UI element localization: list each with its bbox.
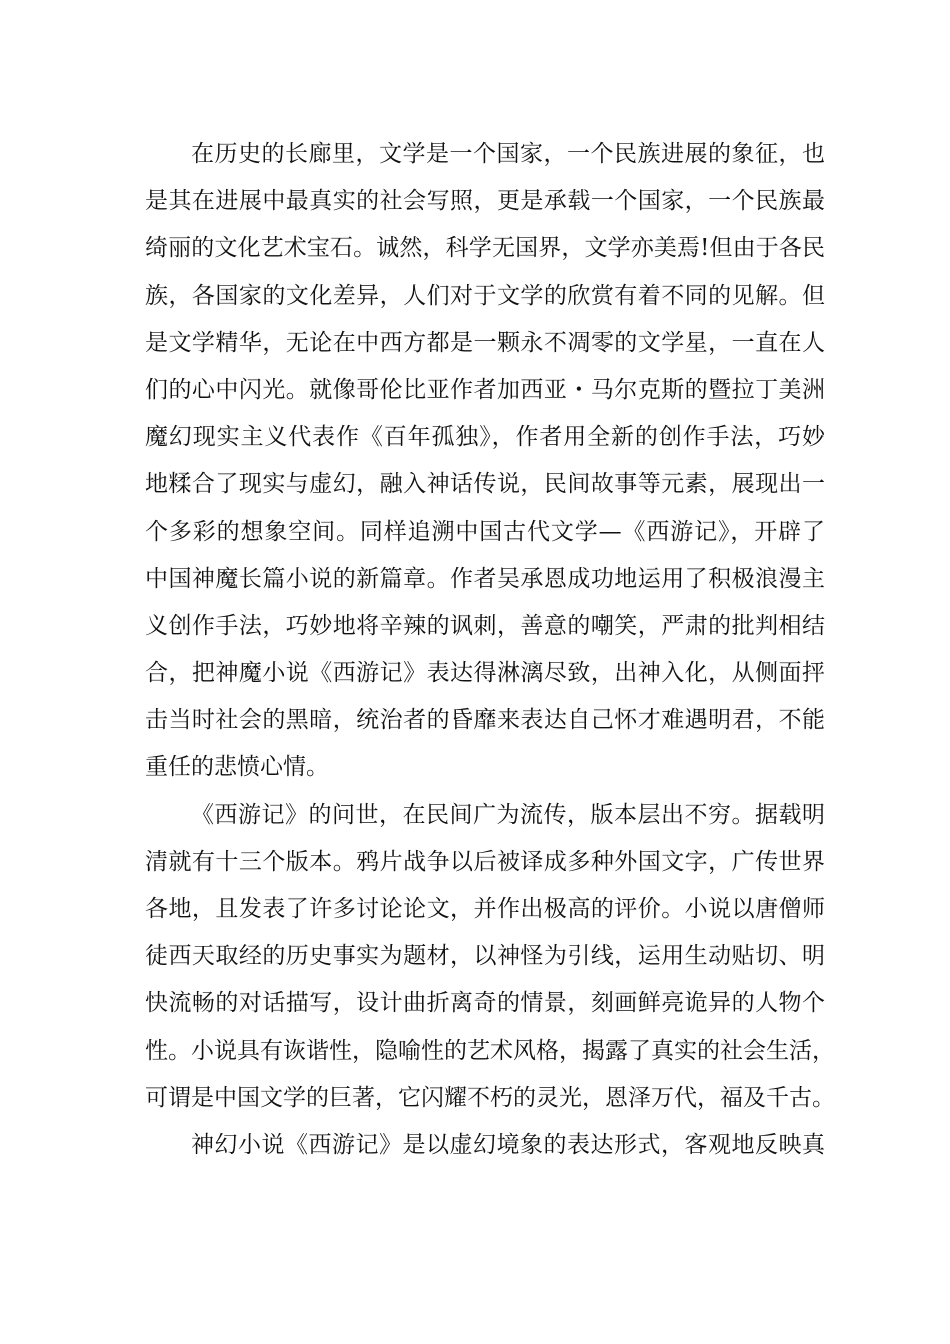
text-line: 魔幻现实主义代表作《百年孤独》，作者用全新的创作手法，巧妙	[145, 424, 825, 451]
text-line: 性。小说具有诙谐性，隐喻性的艺术风格，揭露了真实的社会生活，	[145, 1037, 835, 1064]
text-line: 合，把神魔小说《西游记》表达得淋漓尽致，出神入化，从侧面抨	[145, 660, 825, 687]
text-line: 徒西天取经的历史事实为题材，以神怪为引线，运用生动贴切、明	[145, 943, 825, 970]
text-line: 重任的悲愤心情。	[145, 754, 329, 781]
text-line: 神幻小说《西游记》是以虚幻境象的表达形式，客观地反映真	[191, 1131, 825, 1158]
text-line: 中国神魔长篇小说的新篇章。作者吴承恩成功地运用了积极浪漫主	[145, 565, 825, 592]
text-line: 绮丽的文化艺术宝石。诚然，科学无国界，文学亦美焉!但由于各民	[145, 235, 825, 262]
text-line: 义创作手法，巧妙地将辛辣的讽刺，善意的嘲笑，严肃的批判相结	[145, 612, 825, 639]
text-line: 击当时社会的黑暗，统治者的昏靡来表达自己怀才难遇明君，不能	[145, 707, 825, 734]
paragraph-3	[145, 1122, 825, 1169]
paragraph-2	[145, 792, 835, 1122]
text-line: 在历史的长廊里，文学是一个国家，一个民族进展的象征，也	[191, 141, 825, 167]
text-line: 是其在进展中最真实的社会写照，更是承载一个国家，一个民族最	[145, 188, 825, 215]
text-line: 快流畅的对话描写，设计曲折离奇的情景，刻画鲜亮诡异的人物个	[145, 990, 825, 1017]
paragraph-1	[145, 131, 825, 792]
text-line: 个多彩的想象空间。同样追溯中国古代文学—《西游记》，开辟了	[145, 518, 825, 545]
text-line: 族，各国家的文化差异，人们对于文学的欣赏有着不同的见解。但	[145, 282, 825, 309]
text-line: 《西游记》的问世，在民间广为流传，版本层出不穷。据载明	[191, 801, 825, 828]
text-line: 地糅合了现实与虚幻，融入神话传说，民间故事等元素，展现出一	[145, 471, 825, 498]
text-line: 可谓是中国文学的巨著，它闪耀不朽的灵光，恩泽万代，福及千古。	[145, 1084, 835, 1111]
text-line: 们的心中闪光。就像哥伦比亚作者加西亚・马尔克斯的暨拉丁美洲	[145, 376, 825, 403]
text-line: 各地，且发表了许多讨论论文，并作出极高的评价。小说以唐僧师	[145, 896, 825, 922]
text-line: 是文学精华，无论在中西方都是一颗永不凋零的文学星，一直在人	[145, 329, 825, 356]
text-line: 清就有十三个版本。鸦片战争以后被译成多种外国文字，广传世界	[145, 848, 825, 875]
body-text	[145, 131, 835, 1169]
